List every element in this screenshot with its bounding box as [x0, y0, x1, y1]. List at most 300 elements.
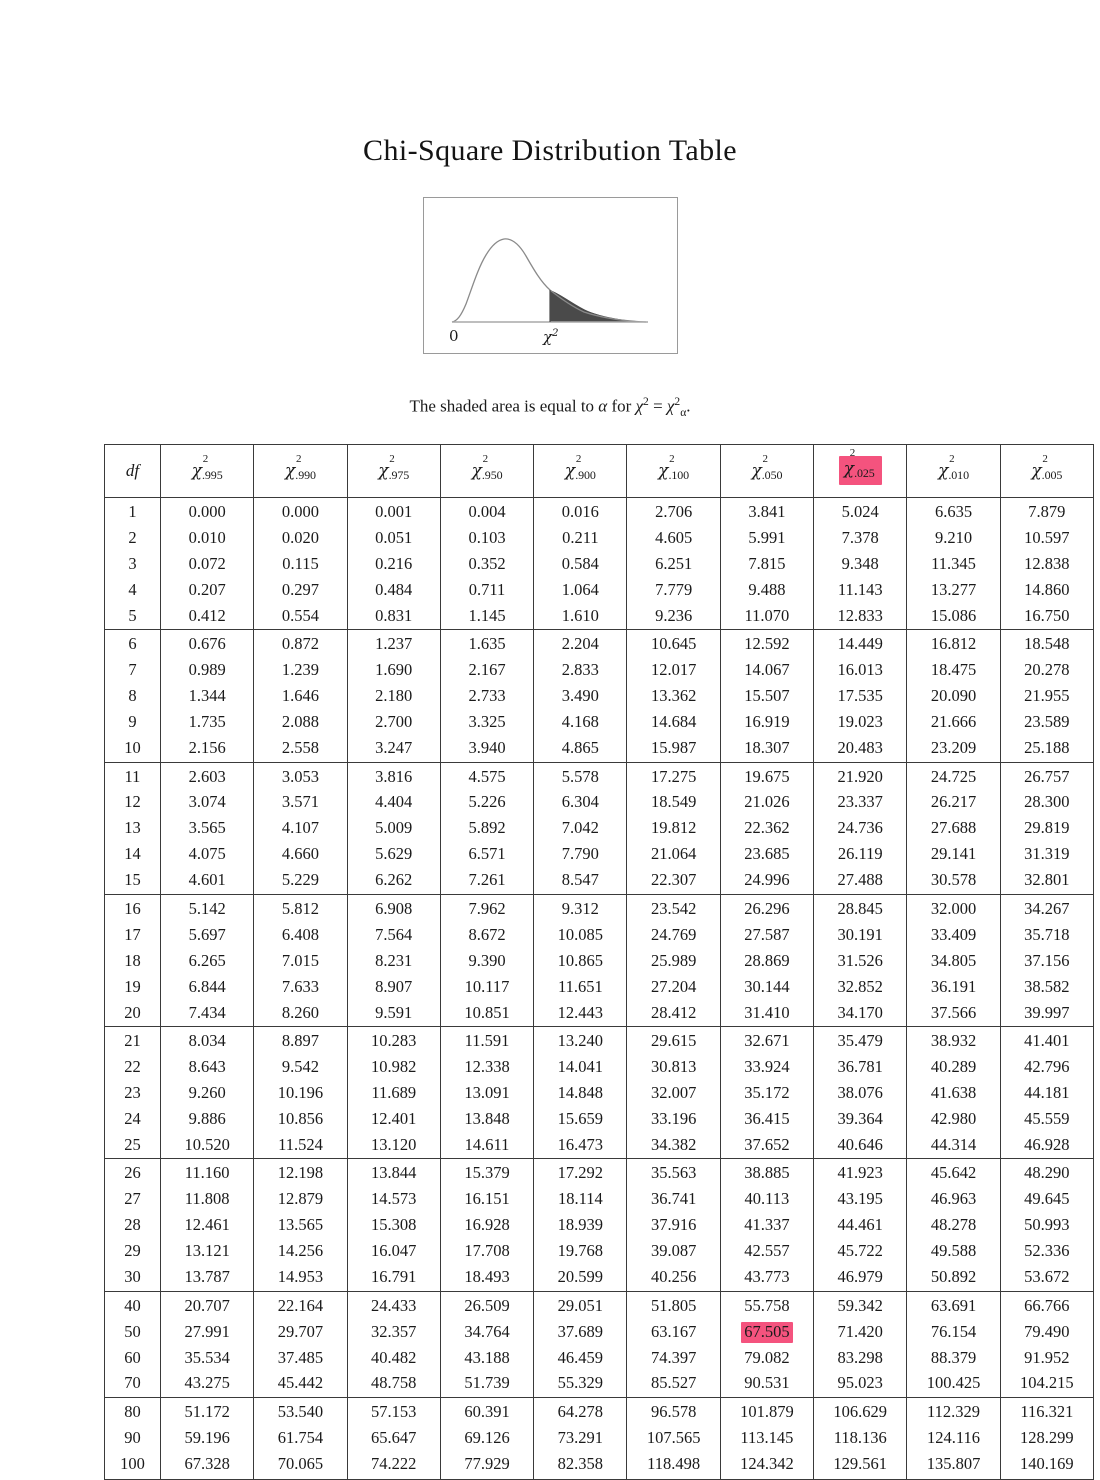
- chi-exponent: 2: [1042, 452, 1048, 465]
- value-cell: 12.838: [1000, 551, 1093, 577]
- value-cell: 3.816: [347, 762, 440, 790]
- value-cell: 28.300: [1000, 790, 1093, 816]
- value-cell: 3.247: [347, 736, 440, 762]
- table-row: [105, 842, 1094, 868]
- value-cell: 104.215: [1000, 1371, 1093, 1397]
- value-cell: 79.490: [1000, 1319, 1093, 1345]
- df-cell: 7: [105, 658, 161, 684]
- value-cell: 7.633: [254, 974, 347, 1000]
- value-cell: 0.072: [161, 551, 254, 577]
- value-cell: 52.336: [1000, 1239, 1093, 1265]
- value-cell: 28.845: [814, 894, 907, 922]
- value-cell: 3.325: [440, 710, 533, 736]
- df-cell: 29: [105, 1239, 161, 1265]
- value-cell: 46.963: [907, 1187, 1000, 1213]
- column-header-df: [105, 445, 161, 498]
- value-cell: 21.026: [720, 790, 813, 816]
- value-cell: 124.116: [907, 1425, 1000, 1451]
- df-cell: 27: [105, 1187, 161, 1213]
- value-cell: 51.805: [627, 1291, 720, 1319]
- value-cell: 2.167: [440, 658, 533, 684]
- value-cell: 13.121: [161, 1239, 254, 1265]
- value-cell: 60.391: [440, 1397, 533, 1425]
- chi-exponent: 2: [949, 452, 955, 465]
- value-cell: 14.611: [440, 1132, 533, 1158]
- caption-chi-alpha-symbol: χ: [666, 396, 675, 416]
- value-cell: 19.675: [720, 762, 813, 790]
- chi-square-figure: [423, 197, 678, 354]
- column-header-df-label: df: [125, 460, 140, 480]
- df-cell: 50: [105, 1319, 161, 1345]
- value-cell: 44.314: [907, 1132, 1000, 1158]
- value-cell: 20.707: [161, 1291, 254, 1319]
- value-cell: 40.256: [627, 1265, 720, 1291]
- value-cell: 61.754: [254, 1425, 347, 1451]
- caption-chi-alpha-subscript: α: [680, 406, 687, 420]
- value-cell: 118.498: [627, 1451, 720, 1479]
- value-cell: 10.856: [254, 1106, 347, 1132]
- value-cell: 21.666: [907, 710, 1000, 736]
- chi-exponent: 2: [762, 452, 768, 465]
- value-cell: 14.848: [534, 1080, 627, 1106]
- value-cell: 124.342: [720, 1451, 813, 1479]
- column-header-value: [191, 452, 223, 482]
- value-cell: 22.362: [720, 816, 813, 842]
- chi-glyph-icon: χ: [751, 460, 762, 481]
- value-cell: 7.564: [347, 922, 440, 948]
- df-cell: 4: [105, 577, 161, 603]
- value-cell: 26.119: [814, 842, 907, 868]
- value-cell: 69.126: [440, 1425, 533, 1451]
- chi-glyph-icon: χ: [658, 460, 669, 481]
- value-cell: 0.001: [347, 498, 440, 526]
- value-cell: 11.070: [720, 603, 813, 629]
- value-cell: 18.307: [720, 736, 813, 762]
- value-cell: 49.588: [907, 1239, 1000, 1265]
- value-cell: 37.156: [1000, 948, 1093, 974]
- column-header-value: [1031, 452, 1063, 482]
- value-cell: 0.051: [347, 525, 440, 551]
- value-cell: 42.557: [720, 1239, 813, 1265]
- value-cell: 18.475: [907, 658, 1000, 684]
- value-cell: 55.329: [534, 1371, 627, 1397]
- value-cell: 50.892: [907, 1265, 1000, 1291]
- value-cell: 3.571: [254, 790, 347, 816]
- value-cell: 36.781: [814, 1055, 907, 1081]
- column-header-chi-005: [1000, 445, 1093, 498]
- value-cell: 13.848: [440, 1106, 533, 1132]
- value-cell: 42.980: [907, 1106, 1000, 1132]
- value-cell: 59.342: [814, 1291, 907, 1319]
- value-cell: 13.787: [161, 1265, 254, 1291]
- table-body: [105, 498, 1094, 1480]
- value-cell: 16.791: [347, 1265, 440, 1291]
- caption-prefix: The shaded area is equal to: [409, 396, 599, 416]
- table-row: [105, 1106, 1094, 1132]
- value-cell: 9.542: [254, 1055, 347, 1081]
- value-cell: 0.016: [534, 498, 627, 526]
- value-cell: 95.023: [814, 1371, 907, 1397]
- value-cell: 27.488: [814, 868, 907, 894]
- value-cell: 14.256: [254, 1239, 347, 1265]
- value-cell: 8.643: [161, 1055, 254, 1081]
- table-row: [105, 1291, 1094, 1319]
- chi-glyph-icon: χ: [938, 460, 949, 481]
- value-cell: 33.196: [627, 1106, 720, 1132]
- value-cell: 46.928: [1000, 1132, 1093, 1158]
- value-cell: 14.449: [814, 630, 907, 658]
- value-cell: 0.000: [254, 498, 347, 526]
- value-cell: 32.000: [907, 894, 1000, 922]
- value-cell: 1.239: [254, 658, 347, 684]
- value-cell: 0.584: [534, 551, 627, 577]
- value-cell: 0.412: [161, 603, 254, 629]
- value-cell: 34.764: [440, 1319, 533, 1345]
- caption-chi-exponent: 2: [643, 395, 649, 408]
- value-cell: 9.260: [161, 1080, 254, 1106]
- value-cell: 0.711: [440, 577, 533, 603]
- value-cell: 5.697: [161, 922, 254, 948]
- value-cell: 9.312: [534, 894, 627, 922]
- column-header-chi-975: [347, 445, 440, 498]
- df-cell: 90: [105, 1425, 161, 1451]
- value-cell: 50.993: [1000, 1213, 1093, 1239]
- value-cell: 36.741: [627, 1187, 720, 1213]
- df-cell: 24: [105, 1106, 161, 1132]
- value-cell: 4.168: [534, 710, 627, 736]
- value-cell: 7.779: [627, 577, 720, 603]
- table-row: [105, 736, 1094, 762]
- value-cell: 13.565: [254, 1213, 347, 1239]
- value-cell: 63.691: [907, 1291, 1000, 1319]
- value-cell: 39.997: [1000, 1000, 1093, 1026]
- value-cell: 36.415: [720, 1106, 813, 1132]
- df-cell: 30: [105, 1265, 161, 1291]
- value-cell: 14.573: [347, 1187, 440, 1213]
- value-cell: 3.841: [720, 498, 813, 526]
- value-cell: 0.010: [161, 525, 254, 551]
- value-cell: 57.153: [347, 1397, 440, 1425]
- value-cell: 46.979: [814, 1265, 907, 1291]
- value-cell: 27.688: [907, 816, 1000, 842]
- value-cell: 40.113: [720, 1187, 813, 1213]
- value-cell: 1.735: [161, 710, 254, 736]
- value-cell: 10.645: [627, 630, 720, 658]
- value-cell: 39.364: [814, 1106, 907, 1132]
- df-cell: 100: [105, 1451, 161, 1479]
- caption-alpha-symbol: α: [598, 396, 608, 416]
- value-cell: 7.790: [534, 842, 627, 868]
- df-cell: 16: [105, 894, 161, 922]
- value-cell: [720, 1319, 813, 1345]
- value-cell: 85.527: [627, 1371, 720, 1397]
- value-cell: 20.483: [814, 736, 907, 762]
- value-cell: 10.117: [440, 974, 533, 1000]
- df-cell: 80: [105, 1397, 161, 1425]
- df-cell: 60: [105, 1345, 161, 1371]
- df-cell: 40: [105, 1291, 161, 1319]
- value-cell: 41.337: [720, 1213, 813, 1239]
- value-cell: 15.308: [347, 1213, 440, 1239]
- value-cell: 24.725: [907, 762, 1000, 790]
- value-cell: 82.358: [534, 1451, 627, 1479]
- table-row: [105, 1000, 1094, 1026]
- value-cell: 31.526: [814, 948, 907, 974]
- value-cell: 129.561: [814, 1451, 907, 1479]
- df-cell: 23: [105, 1080, 161, 1106]
- value-cell: 16.928: [440, 1213, 533, 1239]
- value-cell: 11.143: [814, 577, 907, 603]
- table-row: [105, 684, 1094, 710]
- column-header-chi-900: [534, 445, 627, 498]
- value-cell: 11.808: [161, 1187, 254, 1213]
- value-cell: 33.409: [907, 922, 1000, 948]
- value-cell: 2.700: [347, 710, 440, 736]
- table-row: [105, 551, 1094, 577]
- value-cell: 6.265: [161, 948, 254, 974]
- value-cell: 10.085: [534, 922, 627, 948]
- value-cell: 14.684: [627, 710, 720, 736]
- value-cell: 20.090: [907, 684, 1000, 710]
- chi-exponent: 2: [202, 452, 209, 465]
- value-cell: 16.750: [1000, 603, 1093, 629]
- value-cell: 43.195: [814, 1187, 907, 1213]
- value-cell: 39.087: [627, 1239, 720, 1265]
- value-cell: 101.879: [720, 1397, 813, 1425]
- value-cell: 106.629: [814, 1397, 907, 1425]
- column-header-value: [378, 452, 410, 482]
- value-cell: 3.053: [254, 762, 347, 790]
- value-cell: 0.207: [161, 577, 254, 603]
- value-cell: 32.671: [720, 1027, 813, 1055]
- value-cell: 5.629: [347, 842, 440, 868]
- value-cell: 6.908: [347, 894, 440, 922]
- table-header-row: [105, 445, 1094, 498]
- value-cell: 18.549: [627, 790, 720, 816]
- chi-subscript: .050: [761, 467, 783, 482]
- value-cell: 15.659: [534, 1106, 627, 1132]
- caption-period: .: [686, 396, 691, 416]
- value-cell: 48.758: [347, 1371, 440, 1397]
- value-cell: 6.571: [440, 842, 533, 868]
- value-cell: 64.278: [534, 1397, 627, 1425]
- value-cell: 42.796: [1000, 1055, 1093, 1081]
- chi-subscript: .005: [1041, 467, 1063, 482]
- value-cell: 11.651: [534, 974, 627, 1000]
- value-cell: 51.172: [161, 1397, 254, 1425]
- chi-exponent: 2: [575, 452, 582, 465]
- value-cell: 43.275: [161, 1371, 254, 1397]
- value-cell: 17.535: [814, 684, 907, 710]
- value-cell: 1.237: [347, 630, 440, 658]
- value-cell: 7.962: [440, 894, 533, 922]
- value-cell: 17.708: [440, 1239, 533, 1265]
- chi-square-table-wrapper: [104, 444, 1074, 1480]
- chi-subscript: .010: [948, 467, 969, 482]
- df-cell: 70: [105, 1371, 161, 1397]
- df-cell: 19: [105, 974, 161, 1000]
- df-cell: 11: [105, 762, 161, 790]
- value-cell: 44.461: [814, 1213, 907, 1239]
- value-cell: 27.204: [627, 974, 720, 1000]
- table-row: [105, 816, 1094, 842]
- value-cell: 11.345: [907, 551, 1000, 577]
- figure-caption: [0, 395, 1100, 419]
- table-row: [105, 790, 1094, 816]
- column-header-chi-950: [440, 445, 533, 498]
- value-cell: 24.433: [347, 1291, 440, 1319]
- value-cell: 25.989: [627, 948, 720, 974]
- value-cell: 2.733: [440, 684, 533, 710]
- df-cell: 13: [105, 816, 161, 842]
- value-cell: 9.390: [440, 948, 533, 974]
- value-cell: 13.091: [440, 1080, 533, 1106]
- chi-subscript: .100: [668, 467, 690, 482]
- value-cell: 2.180: [347, 684, 440, 710]
- table-row: [105, 868, 1094, 894]
- value-cell: 3.940: [440, 736, 533, 762]
- value-cell: 29.141: [907, 842, 1000, 868]
- value-cell: 18.114: [534, 1187, 627, 1213]
- value-cell: 5.991: [720, 525, 813, 551]
- value-cell: 10.865: [534, 948, 627, 974]
- value-cell: 16.013: [814, 658, 907, 684]
- caption-chi-alpha-exponent: 2: [674, 395, 681, 408]
- value-cell: 35.534: [161, 1345, 254, 1371]
- df-cell: 2: [105, 525, 161, 551]
- df-cell: 1: [105, 498, 161, 526]
- value-cell: 26.509: [440, 1291, 533, 1319]
- value-cell: 12.592: [720, 630, 813, 658]
- value-cell: 10.520: [161, 1132, 254, 1158]
- value-cell: 8.231: [347, 948, 440, 974]
- table-row: [105, 577, 1094, 603]
- table-row: [105, 974, 1094, 1000]
- chi-glyph-icon: χ: [1031, 460, 1042, 481]
- value-cell: 37.652: [720, 1132, 813, 1158]
- df-cell: 21: [105, 1027, 161, 1055]
- value-cell: 2.706: [627, 498, 720, 526]
- value-cell: 19.023: [814, 710, 907, 736]
- value-cell: 0.872: [254, 630, 347, 658]
- value-cell: 29.051: [534, 1291, 627, 1319]
- value-cell: 0.216: [347, 551, 440, 577]
- value-cell: 5.229: [254, 868, 347, 894]
- value-cell: 100.425: [907, 1371, 1000, 1397]
- chi-subscript: .025: [854, 466, 875, 480]
- value-cell: 31.410: [720, 1000, 813, 1026]
- table-row: [105, 603, 1094, 629]
- value-cell: 79.082: [720, 1345, 813, 1371]
- table-row: [105, 1213, 1094, 1239]
- value-cell: 10.851: [440, 1000, 533, 1026]
- value-cell: 65.647: [347, 1425, 440, 1451]
- value-cell: 74.397: [627, 1345, 720, 1371]
- value-cell: 8.260: [254, 1000, 347, 1026]
- value-cell: 59.196: [161, 1425, 254, 1451]
- value-cell: 6.408: [254, 922, 347, 948]
- value-cell: 14.041: [534, 1055, 627, 1081]
- column-header-value: [658, 452, 690, 482]
- value-cell: 23.209: [907, 736, 1000, 762]
- column-header-value: [471, 452, 503, 482]
- value-cell: 6.251: [627, 551, 720, 577]
- value-cell: 32.357: [347, 1319, 440, 1345]
- value-cell: 14.067: [720, 658, 813, 684]
- column-header-value: [938, 452, 969, 482]
- value-cell: 48.290: [1000, 1159, 1093, 1187]
- value-cell: 9.236: [627, 603, 720, 629]
- value-cell: 2.603: [161, 762, 254, 790]
- value-cell: 6.304: [534, 790, 627, 816]
- value-cell: 28.412: [627, 1000, 720, 1026]
- chi-subscript: .975: [388, 467, 410, 482]
- column-header-value: [284, 452, 316, 482]
- df-cell: 22: [105, 1055, 161, 1081]
- value-cell: 112.329: [907, 1397, 1000, 1425]
- df-cell: 15: [105, 868, 161, 894]
- value-cell: 1.646: [254, 684, 347, 710]
- value-cell: 26.217: [907, 790, 1000, 816]
- table-row: [105, 1397, 1094, 1425]
- value-cell: 91.952: [1000, 1345, 1093, 1371]
- table-row: [105, 1425, 1094, 1451]
- value-cell: 2.156: [161, 736, 254, 762]
- page-title: Chi-Square Distribution Table: [363, 134, 737, 167]
- value-cell: 37.566: [907, 1000, 1000, 1026]
- value-cell: 23.685: [720, 842, 813, 868]
- value-cell: 13.844: [347, 1159, 440, 1187]
- value-cell: 35.718: [1000, 922, 1093, 948]
- value-cell: 4.075: [161, 842, 254, 868]
- chi-subscript: .995: [202, 467, 223, 482]
- table-row: [105, 1265, 1094, 1291]
- value-cell: 22.164: [254, 1291, 347, 1319]
- value-cell: 41.401: [1000, 1027, 1093, 1055]
- value-cell: 4.605: [627, 525, 720, 551]
- df-cell: 14: [105, 842, 161, 868]
- value-cell: 12.833: [814, 603, 907, 629]
- value-cell: 2.088: [254, 710, 347, 736]
- table-row: [105, 948, 1094, 974]
- value-cell: 34.805: [907, 948, 1000, 974]
- value-cell: 41.923: [814, 1159, 907, 1187]
- value-cell: 12.879: [254, 1187, 347, 1213]
- column-header-chi-100: [627, 445, 720, 498]
- chi-glyph-icon: χ: [564, 460, 576, 481]
- value-cell: 43.773: [720, 1265, 813, 1291]
- density-curve: [452, 239, 646, 322]
- value-cell: 0.676: [161, 630, 254, 658]
- value-cell: 37.689: [534, 1319, 627, 1345]
- axis-chi-label: $\chi^2$: [543, 328, 559, 346]
- df-cell: 20: [105, 1000, 161, 1026]
- value-cell: 4.865: [534, 736, 627, 762]
- value-cell: 38.932: [907, 1027, 1000, 1055]
- value-cell: 30.813: [627, 1055, 720, 1081]
- value-cell: 12.461: [161, 1213, 254, 1239]
- value-cell: 31.319: [1000, 842, 1093, 868]
- value-cell: 24.736: [814, 816, 907, 842]
- table-row: [105, 922, 1094, 948]
- value-cell: 12.338: [440, 1055, 533, 1081]
- df-cell: 10: [105, 736, 161, 762]
- value-cell: 0.989: [161, 658, 254, 684]
- value-cell: 3.565: [161, 816, 254, 842]
- value-cell: 34.170: [814, 1000, 907, 1026]
- value-cell: 10.283: [347, 1027, 440, 1055]
- column-header-chi-995: [161, 445, 254, 498]
